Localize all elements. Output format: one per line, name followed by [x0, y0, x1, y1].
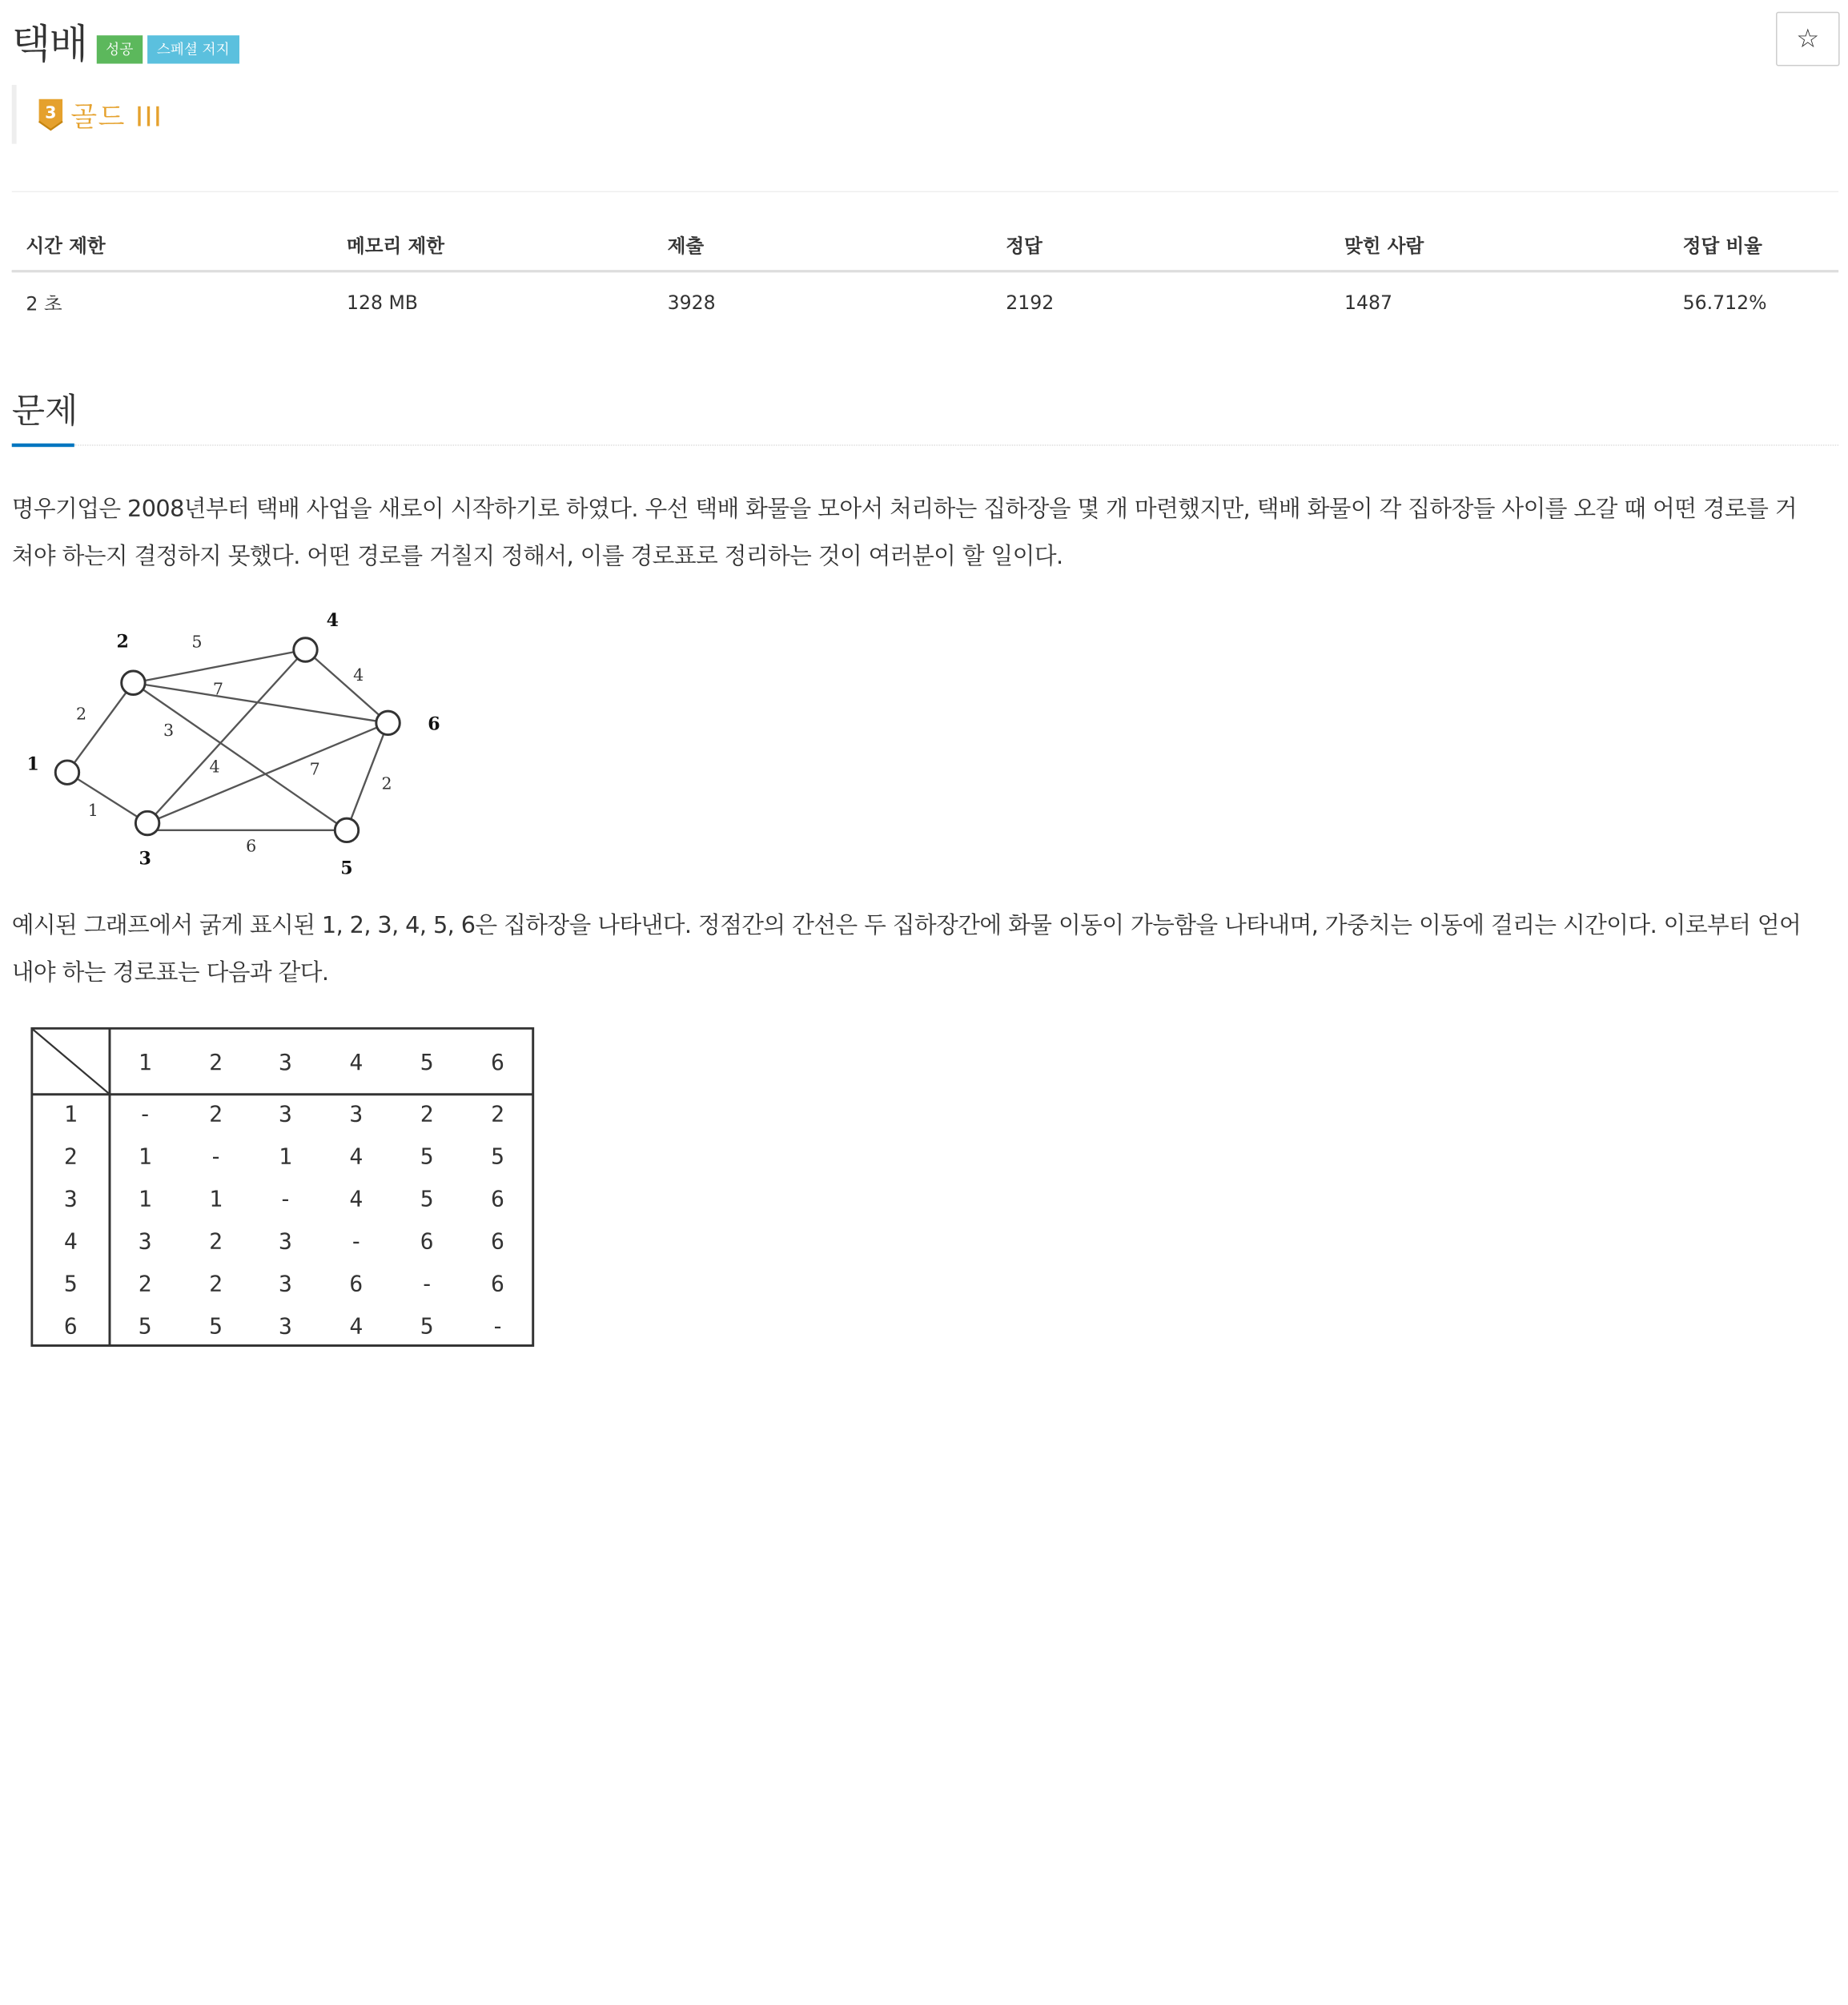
route-row-header: 4 — [63, 1228, 78, 1255]
route-cell: - — [138, 1100, 152, 1127]
gold-tier-icon[interactable] — [38, 98, 63, 131]
edge-weight: 7 — [212, 679, 224, 699]
route-cell: 5 — [209, 1312, 223, 1340]
edge-weight: 4 — [209, 757, 220, 777]
graph-edge — [133, 683, 347, 830]
accepted-header: 정답 — [992, 222, 1331, 271]
graph-edges — [67, 650, 388, 830]
route-row-header: 2 — [63, 1143, 78, 1170]
route-cell: 6 — [491, 1270, 504, 1297]
route-col-header: 1 — [138, 1048, 152, 1075]
title-row — [12, 12, 239, 70]
graph-edge — [67, 683, 133, 773]
route-cell: - — [209, 1143, 223, 1170]
route-cell: - — [278, 1185, 292, 1212]
route-cell: 1 — [138, 1185, 152, 1212]
route-cell: - — [349, 1228, 364, 1255]
edge-weight: 6 — [246, 836, 257, 856]
route-row-header: 3 — [63, 1185, 78, 1212]
graph-node — [294, 638, 317, 661]
special-judge-badge[interactable]: 스페셜 저지 — [147, 34, 239, 62]
route-cell: 5 — [420, 1143, 434, 1170]
route-row-header: 5 — [63, 1270, 78, 1297]
edge-weight: 4 — [353, 665, 364, 685]
edge-weight: 7 — [309, 759, 320, 779]
section-underline — [12, 444, 74, 447]
route-cell: 5 — [420, 1312, 434, 1340]
route-cell: 2 — [209, 1100, 223, 1127]
problem-title: 택배 — [11, 21, 87, 69]
time-limit-value: 2 초 — [26, 292, 62, 315]
route-cell: 2 — [420, 1100, 434, 1127]
route-cell: 3 — [278, 1228, 292, 1255]
route-cell: 4 — [349, 1312, 364, 1340]
info-value-row — [12, 271, 1838, 333]
graph-edge — [147, 723, 388, 823]
route-cell: 5 — [491, 1143, 504, 1170]
star-icon: ☆ — [1796, 24, 1820, 54]
route-cell: 2 — [138, 1270, 152, 1297]
divider — [12, 191, 1838, 192]
route-cell: 3 — [278, 1270, 292, 1297]
edge-weight: 1 — [87, 801, 98, 821]
description-line: 명우기업은 2008년부터 택배 사업을 새로이 시작하기로 하였다. 우선 택배 화물을 모아서 처리하는 집하장을 몇 개 마련했지만, 택배 화물이 각 집하장들 사이를 오갈 때 어떤 경로를 거 — [11, 495, 1797, 523]
route-cell: 3 — [138, 1228, 152, 1255]
graph-node — [335, 818, 358, 842]
solvers-value[interactable]: 1487 — [1344, 291, 1392, 314]
route-cell: 3 — [349, 1100, 364, 1127]
graph-node — [55, 761, 78, 784]
route-cell: 3 — [278, 1312, 292, 1340]
edge-weight: 2 — [381, 773, 392, 794]
route-cell: - — [491, 1312, 504, 1340]
time-limit-header: 시간 제한 — [12, 222, 333, 271]
description-paragraph-1 — [12, 486, 1838, 581]
submissions-header: 제출 — [653, 222, 992, 271]
ratio-value: 56.712% — [1682, 291, 1767, 314]
info-header-row — [12, 222, 1838, 271]
favorite-star-button[interactable] — [1776, 12, 1840, 66]
route-cell: 6 — [349, 1270, 364, 1297]
node-label: 3 — [139, 848, 151, 870]
graph-figure — [12, 596, 460, 878]
section-title: 문제 — [11, 390, 78, 431]
section-divider — [74, 444, 1838, 445]
description-paragraph-2 — [12, 902, 1838, 997]
node-label: 6 — [428, 713, 440, 735]
solvers-header: 맞힌 사람 — [1330, 222, 1669, 271]
route-cell: 2 — [209, 1270, 223, 1297]
route-col-header: 5 — [420, 1048, 434, 1075]
node-label: 5 — [340, 858, 353, 879]
memory-limit-header: 메모리 제한 — [332, 222, 653, 271]
route-table-figure — [30, 1027, 537, 1351]
tier-level: 3 — [45, 102, 57, 123]
accepted-value[interactable]: 2192 — [1006, 291, 1055, 314]
route-cell: 5 — [420, 1185, 434, 1212]
route-cell: 6 — [491, 1185, 504, 1212]
route-cell: 4 — [349, 1143, 364, 1170]
route-cell: 1 — [278, 1143, 292, 1170]
route-row-header: 6 — [63, 1312, 78, 1340]
graph-node — [135, 811, 159, 834]
description-line: 내야 하는 경로표는 다음과 같다. — [11, 958, 329, 986]
memory-limit-value: 128 MB — [347, 291, 418, 314]
graph-node — [376, 711, 400, 734]
problem-info-table — [12, 222, 1838, 332]
route-row-header: 1 — [63, 1100, 78, 1127]
route-cell: 6 — [420, 1228, 434, 1255]
route-cell: 6 — [491, 1228, 504, 1255]
route-col-header: 4 — [349, 1048, 364, 1075]
graph-edge — [67, 773, 147, 823]
route-col-header: 6 — [491, 1048, 504, 1075]
route-cell: 2 — [209, 1228, 223, 1255]
route-col-header: 2 — [209, 1048, 223, 1075]
edge-weight: 3 — [163, 721, 175, 741]
success-badge: 성공 — [96, 34, 143, 62]
route-cell: 2 — [491, 1100, 504, 1127]
node-label: 4 — [326, 610, 339, 632]
route-cell: 1 — [138, 1143, 152, 1170]
ratio-header: 정답 비율 — [1669, 222, 1838, 271]
description-line: 쳐야 하는지 결정하지 못했다. 어떤 경로를 거칠지 정해서, 이를 경로표로 정리하는 것이 여러분이 할 일이다. — [11, 542, 1063, 570]
tier-box — [12, 85, 163, 144]
graph-node — [122, 671, 145, 694]
route-col-header: 3 — [278, 1048, 292, 1075]
description-line: 예시된 그래프에서 굵게 표시된 1, 2, 3, 4, 5, 6은 집하장을 나타낸다. 정점간의 간선은 두 집하장간에 화물 이동이 가능함을 나타내며, 가중치는 이동에 걸리는 시간이다. 이로부터 얻어 — [11, 911, 1802, 939]
route-cell: 4 — [349, 1185, 364, 1212]
tier-label[interactable]: 골드 III — [70, 102, 163, 133]
route-cell: 3 — [278, 1100, 292, 1127]
node-label: 2 — [116, 631, 129, 653]
submissions-value[interactable]: 3928 — [667, 291, 716, 314]
edge-weight: 2 — [76, 704, 87, 724]
route-cell: - — [420, 1270, 434, 1297]
edge-weight: 5 — [191, 632, 203, 652]
route-cell: 1 — [209, 1185, 223, 1212]
route-cell: 5 — [138, 1312, 152, 1340]
node-label: 1 — [26, 753, 39, 775]
